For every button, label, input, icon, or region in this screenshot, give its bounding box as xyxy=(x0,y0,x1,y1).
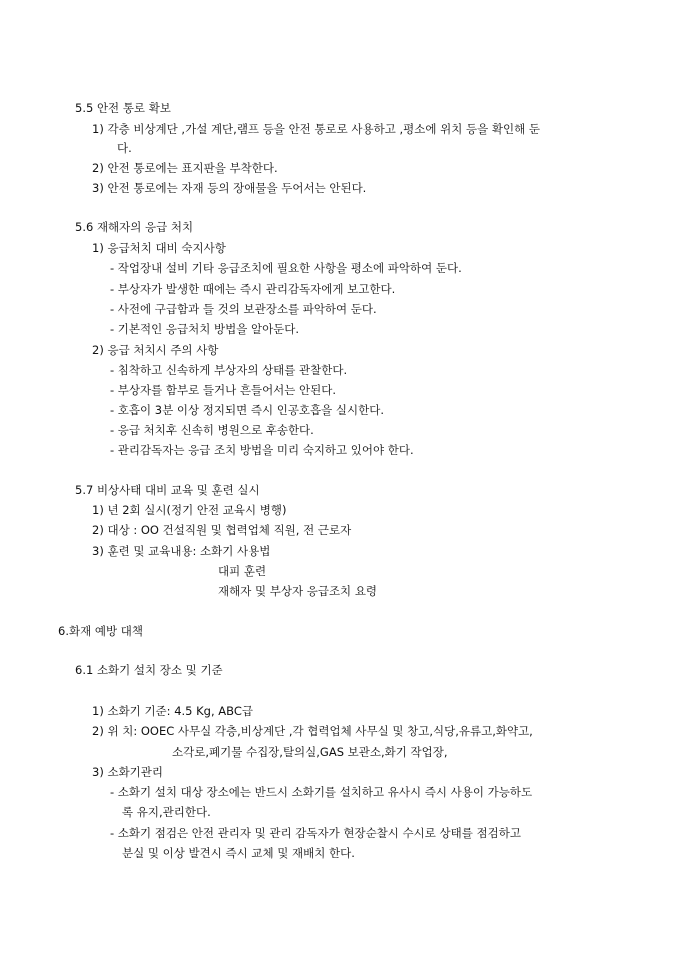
section-5-7-item-1: 1) 년 2회 실시(정기 안전 교육시 병행) xyxy=(92,503,287,517)
section-5-7-item-3-cont: 대피 훈련 xyxy=(218,564,267,578)
section-5-7-item-3: 3) 훈련 및 교육내용: 소화기 사용법 xyxy=(92,544,271,558)
section-5-5-item-1: 1) 각층 비상계단 ,가설 계단,램프 등을 안전 통로로 사용하고 ,평소에 위치 등을 확인해 둔 xyxy=(92,122,540,136)
section-6-1-item-2: 2) 위 치: OOEC 사무실 각층,비상계단 ,각 협력업체 사무실 및 창고,식당,유류고,화약고, xyxy=(92,724,533,738)
section-5-6-heading: 5.6 재해자의 응급 처치 xyxy=(75,220,194,234)
section-5-5-item-3: 3) 안전 통로에는 자재 등의 장애물을 두어서는 안된다. xyxy=(92,181,367,195)
section-5-6-sub-1: 1) 응급처치 대비 숙지사항 xyxy=(92,241,226,255)
list-item: - 사전에 구급함과 들 것의 보관장소를 파악하여 둔다. xyxy=(110,302,377,316)
list-item: - 침착하고 신속하게 부상자의 상태를 관찰한다. xyxy=(110,363,348,377)
section-6-1-item-3: 3) 소화기관리 xyxy=(92,765,164,779)
list-item: - 부상자가 발생한 때에는 즉시 관리감독자에게 보고한다. xyxy=(110,282,396,296)
section-5-5-item-2: 2) 안전 통로에는 표지판을 부착한다. xyxy=(92,161,278,175)
list-item: - 기본적인 응급처치 방법을 알아둔다. xyxy=(110,322,300,336)
section-6-1-item-1: 1) 소화기 기준: 4.5 Kg, ABC급 xyxy=(92,704,253,718)
section-6-heading: 6.화재 예방 대책 xyxy=(58,624,143,638)
section-6-1-heading: 6.1 소화기 설치 장소 및 기준 xyxy=(75,663,223,677)
list-item-cont: 분실 및 이상 발견시 즉시 교체 및 재배치 한다. xyxy=(122,846,355,860)
list-item: - 작업장내 설비 기타 응급조치에 필요한 사항을 평소에 파악하여 둔다. xyxy=(110,261,462,275)
section-5-6-sub-2: 2) 응급 처치시 주의 사항 xyxy=(92,343,219,357)
section-5-7-item-2: 2) 대상 : OO 건설직원 및 협력업체 직원, 전 근로자 xyxy=(92,523,352,537)
section-5-7-item-3-cont: 재해자 및 부상자 응급조치 요령 xyxy=(218,584,378,598)
list-item: - 소화기 점검은 안전 관리자 및 관리 감독자가 현장순찰시 수시로 상태를 점검하고 xyxy=(110,826,521,840)
section-5-5-item-1-cont: 다. xyxy=(117,141,132,155)
list-item: - 관리감독자는 응급 조치 방법을 미리 숙지하고 있어야 한다. xyxy=(110,443,414,457)
section-6-1-item-2-cont: 소각로,폐기물 수집장,탈의실,GAS 보관소,화기 작업장, xyxy=(172,745,448,759)
list-item: - 응급 처치후 신속히 병원으로 후송한다. xyxy=(110,423,314,437)
list-item: - 소화기 설치 대상 장소에는 반드시 소화기를 설치하고 유사시 즉시 사용이 가능하도 xyxy=(110,785,533,799)
list-item: - 호흡이 3분 이상 정지되면 즉시 인공호흡을 실시한다. xyxy=(110,403,384,417)
section-5-7-heading: 5.7 비상사태 대비 교육 및 훈련 실시 xyxy=(75,483,260,497)
list-item: - 부상자를 함부로 들거나 흔들어서는 안된다. xyxy=(110,383,337,397)
section-5-5-heading: 5.5 안전 통로 확보 xyxy=(75,101,171,115)
list-item-cont: 록 유지,관리한다. xyxy=(122,805,211,819)
